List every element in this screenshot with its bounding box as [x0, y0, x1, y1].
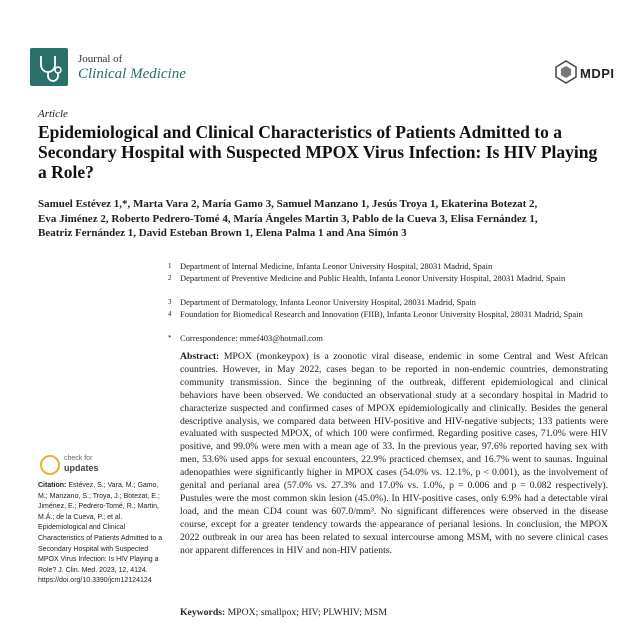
affiliation-text: Department of Preventive Medicine and Public Health, Infanta Leonor University Hospital, 28031 Madrid, Spain — [180, 273, 566, 283]
citation-label: Citation: — [38, 482, 67, 489]
abstract — [180, 351, 608, 558]
publisher-logo — [554, 60, 615, 89]
affiliation-4 — [168, 309, 600, 320]
check-updates-icon — [40, 455, 60, 475]
correspondence-marker: * — [168, 334, 172, 342]
journal-logo — [30, 48, 68, 86]
correspondence — [168, 333, 600, 344]
affiliation-number: 3 — [168, 298, 172, 306]
author-line-3: Beatriz Fernández 1, David Esteban Brown 1, Elena Palma 1 and Ana Simón 3 — [38, 227, 407, 239]
journal-name: Clinical Medicine — [78, 66, 186, 82]
abstract-label: Abstract: — [180, 351, 220, 362]
stethoscope-icon — [30, 48, 68, 86]
check-for-updates-badge[interactable] — [40, 455, 100, 483]
citation-text: Estévez, S.; Vara, M.; Gamo, M.; Manzano, S.; Troya, J.; Botezat, E.; Jiménez, E.; Pedrero-Tomé, R.; Martin, M.Á.; de la Cueva, P.; et al. Epidemiological and Clinical Characteristics of Patients Admitted to a Secondary Hospital with Suspected MPOX Virus Infection: Is HIV Playing a Role? J. Clin. Med. 2023, 12, 4124. https://doi.org/10.3390/jcm12124124 — [38, 482, 163, 585]
affiliation-number: 2 — [168, 274, 172, 282]
author-list — [38, 197, 608, 241]
affiliation-1 — [168, 261, 600, 272]
affiliation-3 — [168, 297, 600, 308]
keywords-label: Keywords: — [180, 607, 226, 618]
affiliation-text: Foundation for Biomedical Research and Innovation (FIIB), Infanta Leonor University Hospital, 28031 Madrid, Spain — [180, 309, 583, 319]
mdpi-logo-icon — [554, 60, 578, 84]
publisher-name: MDPI — [580, 66, 615, 81]
affiliation-text: Department of Dermatology, Infanta Leonor University Hospital, 28031 Madrid, Spain — [180, 297, 476, 307]
article-type: Article — [38, 108, 68, 120]
affiliation-2 — [168, 273, 600, 284]
keywords — [180, 607, 387, 618]
citation — [38, 481, 166, 587]
journal-of-label: Journal of — [78, 53, 123, 65]
article-title: Epidemiological and Clinical Characteristics of Patients Admitted to a Secondary Hospital with Suspected MPOX Virus Infection: Is HIV Playing a Role? — [38, 122, 598, 182]
updates-label: updates — [64, 463, 99, 473]
author-line-2: Eva Jiménez 2, Roberto Pedrero-Tomé 4, María Ángeles Martin 3, Pablo de la Cueva 3, Elisa Fernández 1, — [38, 212, 538, 225]
affiliation-number: 1 — [168, 262, 172, 270]
affiliation-text: Department of Internal Medicine, Infanta Leonor University Hospital, 28031 Madrid, Spain — [180, 261, 493, 271]
check-for-label: check for — [64, 455, 93, 462]
author-line-1: Samuel Estévez 1,*, Marta Vara 2, María Gamo 3, Samuel Manzano 1, Jesús Troya 1, Ekaterina Botezat 2, — [38, 198, 538, 210]
abstract-text: MPOX (monkeypox) is a zoonotic viral disease, endemic in some Central and West African countries. However, in May 2022, cases began to be reported in non-endemic countries, demonstrating community transmission. Since the beginning of the outbreak, different epidemiological and clinical behaviors have been observed. We conducted an observational study at a secondary hospital in Madrid to characterize suspected and confirmed cases of MPOX epidemiologically and clinically. Besides the general descriptive analysis, we compared data between HIV-positive and HIV-negative subjects; 133 patients were evaluated with suspected MPOX, of which 100 were confirmed. Regarding positive cases, 71.0% were HIV positive, and 99.0% were men with a mean age of 33. In the previous year, 97.6% reported having sex with men, 53.6% used apps for sexual encounters, 22.9% practiced chemsex, and 16.7% went to saunas. Inguinal adenopathies were significantly higher in MPOX cases (54.0% vs. 12.1%, p < 0.001), as the involvement of genital and perianal area (57.0% vs. 27.3% and 17.0% vs. 1.0%, p = 0.006 and p = 0.082 respectively). Pustules were the most common skin lesion (45.0%). In HIV-positive cases, only 6.9% had a detectable viral load, and the mean CD4 count was 607.0/mm³. No significant differences were observed in the disease course, except for a greater tendency towards the appearance of perianal lesions. In conclusion, the MPOX 2022 outbreak in our area has been related to sexual intercourse among MSM, with no severe clinical cases nor apparent differences in HIV and non-HIV patients. — [180, 351, 608, 556]
keywords-text: MPOX; smallpox; HIV; PLWHIV; MSM — [227, 607, 387, 618]
affiliation-number: 4 — [168, 310, 172, 318]
correspondence-text: Correspondence: mmef403@hotmail.com — [180, 333, 323, 343]
